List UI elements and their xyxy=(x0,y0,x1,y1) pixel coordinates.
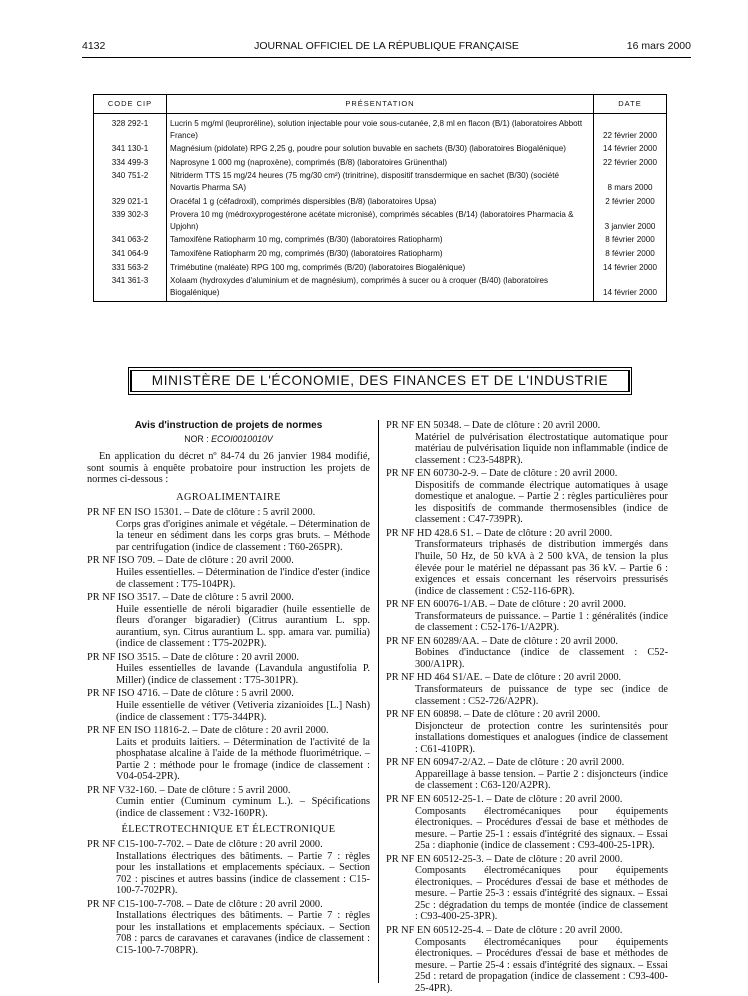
ministry-heading: MINISTÈRE DE L'ÉCONOMIE, DES FINANCES ET DE L'INDUSTRIE xyxy=(131,370,629,392)
cip-code: 334 499-3 xyxy=(94,156,167,170)
norm-body: Installations électriques des bâtiments. – Partie 7 : règles pour les installations et emplacements spéciaux. – Section 702 : piscines et autres bassins (indice de classement : C15-100-7-702PR). xyxy=(116,850,370,897)
table-row xyxy=(94,274,667,302)
list-item xyxy=(386,468,668,526)
norm-body: Installations électriques des bâtiments. – Partie 7 : règles pour les installations et emplacements spéciaux. – Section 708 : parcs de caravanes et caravanes (indice de classement : C15-100-7-708PR). xyxy=(116,910,370,956)
issue-date: 16 mars 2000 xyxy=(626,40,691,52)
norm-body: Transformateurs de puissance de type sec (indice de classement : C52-726/A2PR). xyxy=(415,684,668,707)
norm-body: Laits et produits laitiers. – Détermination de l'activité de la phosphatase alcaline à l'aide de la méthode fluorimétrique. – Partie 2 : méthode pour le fromage (indice de classement : V04-054-2PR). xyxy=(116,736,370,783)
table-row xyxy=(94,142,667,156)
list-item xyxy=(87,839,370,897)
left-column xyxy=(87,420,370,959)
row-date: 3 janvier 2000 xyxy=(594,208,667,233)
cip-code: 339 302-3 xyxy=(94,208,167,233)
page-header xyxy=(82,40,691,56)
list-item xyxy=(87,899,370,957)
norm-body: Composants électromécaniques pour équipements électroniques. – Procédures d'essai de base et méthodes de mesure. – Partie 25-1 : essais d'intégrité des signaux. – Essai 25a : diaphonie (indice de classement : C93-400-25-1PR). xyxy=(415,805,668,852)
row-date: 22 février 2000 xyxy=(594,114,667,143)
presentation-text: Xolaam (hydroxydes d'aluminium et de magnésium), comprimés à sucer ou à croquer (B/40) (laboratoires Biogalénique) xyxy=(167,274,594,302)
list-item xyxy=(386,420,668,466)
avis-title: Avis d'instruction de projets de normes xyxy=(134,420,323,431)
header-rule xyxy=(82,57,691,58)
list-item xyxy=(386,672,668,707)
norm-head: PR NF EN 60730-2-9. – Date de clôture : 20 avril 2000. xyxy=(386,468,618,480)
norm-head: PR NF V32-160. – Date de clôture : 5 avril 2000. xyxy=(87,784,291,796)
norm-body: Matériel de pulvérisation électrostatique automatique pour matériau de pulvérisation liquide non inflammable (indice de classement : C23-548PR). xyxy=(415,431,668,466)
cip-code: 329 021-1 xyxy=(94,195,167,209)
norm-head: PR NF EN 60898. – Date de clôture : 20 avril 2000. xyxy=(386,709,601,721)
norm-head: PR NF EN 60512-25-4. – Date de clôture : 20 avril 2000. xyxy=(386,924,623,936)
presentation-text: Tamoxifène Ratiopharm 20 mg, comprimés (B/30) (laboratoires Ratiopharm) xyxy=(167,247,594,261)
row-date: 8 février 2000 xyxy=(594,247,667,261)
list-item xyxy=(386,528,668,597)
presentation-text: Tamoxifène Ratiopharm 10 mg, comprimés (B/30) (laboratoires Ratiopharm) xyxy=(167,233,594,247)
norm-body: Composants électromécaniques pour équipements électroniques. – Procédures d'essai de base et méthodes de mesure. – Partie 25-3 : essais d'intégrité des signaux. – Essai 25c : dégradation du temps de montée (indice de classement : C93-400-25-3PR). xyxy=(415,865,668,923)
norm-body: Huiles essentielles de lavande (Lavandula angustifolia P. Miller) (indice de classement : T75-301PR). xyxy=(116,663,370,686)
section-heading-agro: AGROALIMENTAIRE xyxy=(176,491,281,503)
table-row xyxy=(94,114,667,143)
right-column xyxy=(386,420,668,996)
table-row xyxy=(94,156,667,170)
norm-body: Dispositifs de commande électrique automatiques à usage domestique et analogue. – Partie 2 : règles particulières pour les dispositifs de commande thermosensibles (indice de classement : C47-739PR). xyxy=(415,479,668,526)
norm-body: Appareillage à basse tension. – Partie 2 : disjoncteurs (indice de classement : C63-120/A2PR). xyxy=(415,768,668,792)
list-item xyxy=(386,709,668,755)
norm-body: Huile essentielle de néroli bigaradier (huile essentielle de fleurs d'oranger bigaradier) (Citrus aurantium L. spp. aurantium, syn. Citrus aurantium L. spp. amara var. pumilia) (indice de classement : T75-202PR). xyxy=(116,603,370,650)
norm-body: Composants électromécaniques pour équipements électroniques. – Procédures d'essai de base et méthodes de mesure. – Partie 25-4 : essais d'intégrité des signaux. – Essai 25d : retard de propagation (indice de classement : C93-400-25-4PR). xyxy=(415,936,668,994)
norm-head: PR NF ISO 709. – Date de clôture : 20 avril 2000. xyxy=(87,555,294,567)
cip-code: 341 361-3 xyxy=(94,274,167,302)
row-date: 8 mars 2000 xyxy=(594,169,667,194)
row-date: 22 février 2000 xyxy=(594,156,667,170)
col-header-code: CODE CIP xyxy=(94,95,167,114)
cip-code: 331 563-2 xyxy=(94,261,167,275)
presentation-text: Naprosyne 1 000 mg (naproxène), comprimés (B/8) (laboratoires Grünenthal) xyxy=(167,156,594,170)
list-item xyxy=(386,925,668,994)
norm-head: PR NF ISO 3515. – Date de clôture : 20 avril 2000. xyxy=(87,651,299,663)
list-item xyxy=(87,785,370,820)
norm-head: PR NF EN 50348. – Date de clôture : 20 avril 2000. xyxy=(386,420,601,431)
row-date: 14 février 2000 xyxy=(594,274,667,302)
list-item xyxy=(87,652,370,687)
norm-head: PR NF EN ISO 15301. – Date de clôture : 5 avril 2000. xyxy=(87,507,316,519)
cip-code: 341 130-1 xyxy=(94,142,167,156)
section-heading-electro: ÉLECTROTECHNIQUE ET ÉLECTRONIQUE xyxy=(121,823,336,835)
norm-head: PR NF EN 60512-25-1. – Date de clôture : 20 avril 2000. xyxy=(386,793,623,805)
presentation-text: Trimébutine (maléate) RPG 100 mg, comprimés (B/20) (laboratoires Biogalénique) xyxy=(167,261,594,275)
list-item xyxy=(87,688,370,723)
norm-body: Bobines d'inductance (indice de classement : C52-300/A1PR). xyxy=(415,647,668,670)
journal-title: JOURNAL OFFICIEL DE LA RÉPUBLIQUE FRANÇAISE xyxy=(254,40,519,52)
norm-head: PR NF C15-100-7-708. – Date de clôture : 20 avril 2000. xyxy=(87,898,323,910)
norm-body: Disjoncteur de protection contre les surintensités pour installations domestiques et analogues (indice de classement : C61-410PR). xyxy=(415,720,668,755)
list-item xyxy=(386,636,668,671)
table-row xyxy=(94,233,667,247)
norm-head: PR NF ISO 4716. – Date de clôture : 5 avril 2000. xyxy=(87,688,294,700)
norm-head: PR NF HD 464 S1/AE. – Date de clôture : 20 avril 2000. xyxy=(386,672,622,684)
norm-body: Transformateurs de puissance. – Partie 1 : généralités (indice de classement : C52-176-1/A2PR). xyxy=(415,610,668,634)
table-header-row xyxy=(94,95,667,114)
norm-head: PR NF HD 428.6 S1. – Date de clôture : 20 avril 2000. xyxy=(386,527,613,539)
presentation-text: Nitriderm TTS 15 mg/24 heures (75 mg/30 cm²) (trinitrine), dispositif transdermique en sachet (B/30) (société Novartis Pharma SA) xyxy=(167,169,594,194)
norm-head: PR NF EN 60076-1/AB. – Date de clôture : 20 avril 2000. xyxy=(386,599,626,611)
cip-code: 340 751-2 xyxy=(94,169,167,194)
norm-body: Cumin entier (Cuminum cyminum L.). – Spécifications (indice de classement : V32-160PR). xyxy=(116,796,370,819)
cip-code: 341 064-9 xyxy=(94,247,167,261)
col-header-date: DATE xyxy=(594,95,667,114)
norm-head: PR NF ISO 3517. – Date de clôture : 5 avril 2000. xyxy=(87,592,294,604)
norm-head: PR NF EN 60947-2/A2. – Date de clôture : 20 avril 2000. xyxy=(386,757,625,769)
norm-head: PR NF C15-100-7-702. – Date de clôture : 20 avril 2000. xyxy=(87,839,323,851)
nor-label: NOR : xyxy=(184,433,209,444)
row-date: 14 février 2000 xyxy=(594,142,667,156)
norm-head: PR NF EN ISO 11816-2. – Date de clôture : 20 avril 2000. xyxy=(87,725,329,737)
table-row xyxy=(94,195,667,209)
presentation-text: Magnésium (pidolate) RPG 2,25 g, poudre pour solution buvable en sachets (B/30) (laboratoires Biogalénique) xyxy=(167,142,594,156)
list-item xyxy=(386,757,668,792)
table-row xyxy=(94,208,667,233)
page-number: 4132 xyxy=(82,40,106,52)
presentation-text: Oracéfal 1 g (céfadroxil), comprimés dispersibles (B/8) (laboratoires Upsa) xyxy=(167,195,594,209)
list-item xyxy=(87,555,370,590)
table-row xyxy=(94,247,667,261)
col-header-presentation: PRÉSENTATION xyxy=(167,95,594,114)
list-item xyxy=(386,854,668,923)
norm-body: Corps gras d'origines animale et végétale. – Détermination de la teneur en sédiment dans les corps gras bruts. – Méthode par centrifugation (indice de classement : T60-265PR). xyxy=(116,518,370,553)
row-date: 14 février 2000 xyxy=(594,261,667,275)
norm-head: PR NF EN 60289/AA. – Date de clôture : 20 avril 2000. xyxy=(386,635,618,647)
list-item xyxy=(386,794,668,852)
presentation-text: Provera 10 mg (médroxyprogestérone acétate micronisé), comprimés sécables (B/14) (laboratoires Pharmacia & Upjohn) xyxy=(167,208,594,233)
avis-intro: En application du décret nº 84-74 du 26 janvier 1984 modifié, sont soumis à enquête probatoire pour instruction les projets de normes ci-dessous : xyxy=(87,451,370,486)
row-date: 8 février 2000 xyxy=(594,233,667,247)
cip-code: 341 063-2 xyxy=(94,233,167,247)
list-item xyxy=(87,592,370,650)
norm-body: Transformateurs triphasés de distribution immergés dans l'huile, 50 Hz, de 50 kVA à 2 500 kVA, de tension la plus élevée pour le matériel ne dépassant pas 36 kV. – Partie 6 : exigences et essais concernant les réservoirs pressurisés (indice de classement : C52-116-6PR). xyxy=(415,539,668,597)
norm-body: Huile essentielle de vétiver (Vetiveria zizanioides [L.] Nash) (indice de classement : T75-344PR). xyxy=(116,700,370,723)
column-divider xyxy=(378,420,379,983)
nor-code: ECOI0010010V xyxy=(211,433,273,444)
nor-line xyxy=(87,434,370,446)
list-item xyxy=(87,725,370,783)
table-row xyxy=(94,261,667,275)
presentation-text: Lucrin 5 mg/ml (leuproréline), solution injectable pour voie sous-cutanée, 2,8 ml en flacon (B/1) (laboratoires Abbott France) xyxy=(167,114,594,143)
row-date: 2 février 2000 xyxy=(594,195,667,209)
cip-code: 328 292-1 xyxy=(94,114,167,143)
table-row xyxy=(94,169,667,194)
norm-head: PR NF EN 60512-25-3. – Date de clôture : 20 avril 2000. xyxy=(386,853,623,865)
norm-body: Huiles essentielles. – Détermination de l'indice d'ester (indice de classement : T75-104PR). xyxy=(116,567,370,590)
cip-table xyxy=(93,94,667,302)
list-item xyxy=(87,507,370,553)
list-item xyxy=(386,599,668,634)
